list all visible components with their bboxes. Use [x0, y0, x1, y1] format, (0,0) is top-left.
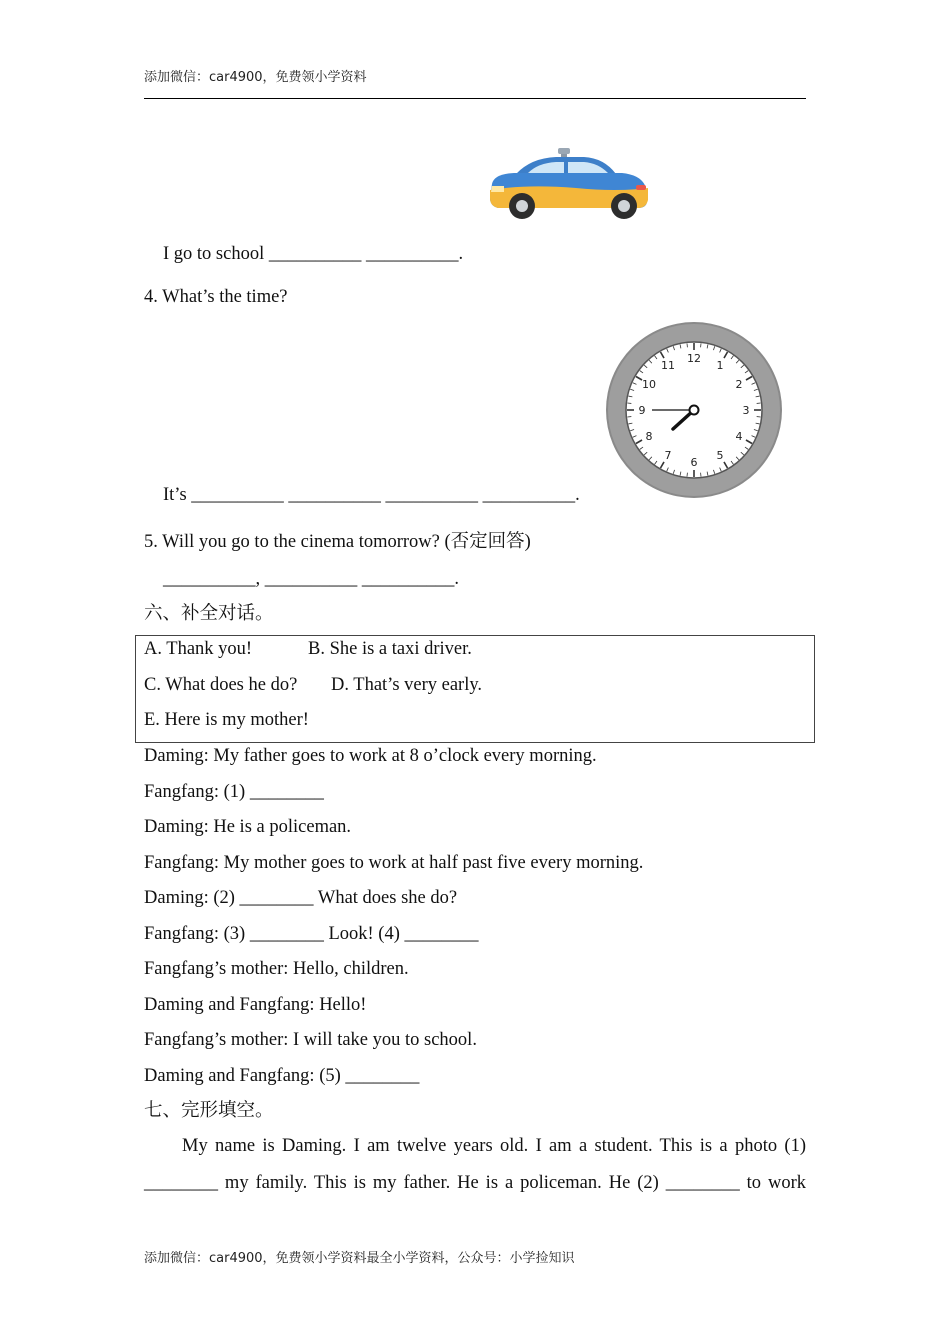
dialogue-line: Fangfang: (1) ________	[144, 782, 324, 802]
q4-answer: It’s __________ __________ __________ __________.	[163, 485, 580, 505]
clock-number: 9	[638, 404, 646, 417]
dialogue-line: Daming and Fangfang: (5) ________	[144, 1066, 420, 1086]
dialogue-line: Daming: (2) ________ What does she do?	[144, 888, 458, 908]
dialogue-line: Fangfang: (3) ________ Look! (4) ________	[144, 924, 479, 944]
q3-sentence: I go to school __________ __________.	[163, 244, 464, 264]
cloze-line-1: My name is Daming. I am twelve years old. I am a student. This is a photo (1)	[182, 1136, 806, 1156]
option-e: E. Here is my mother!	[144, 710, 309, 730]
clock-number: 5	[716, 449, 724, 463]
page-footer: 添加微信：car4900，免费领小学资料最全小学资料，公众号：小学捡知识	[144, 1251, 575, 1266]
clock-number: 3	[742, 404, 750, 417]
option-a: A. Thank you!	[144, 639, 253, 659]
clock-number: 11	[661, 358, 675, 372]
page-header: 添加微信：car4900，免费领小学资料	[144, 70, 367, 85]
dialogue-line: Fangfang: My mother goes to work at half past five every morning.	[144, 853, 644, 873]
clock-number: 1	[716, 358, 724, 372]
dialogue-line: Daming and Fangfang: Hello!	[144, 995, 367, 1015]
clock-center	[690, 406, 699, 415]
clock-number: 8	[645, 430, 653, 443]
clock-number: 12	[687, 352, 701, 365]
q4-question: 4. What’s the time?	[144, 287, 288, 307]
section6-title: 六、补全对话。	[144, 604, 274, 624]
clock-number: 6	[690, 456, 698, 469]
section7-title: 七、完形填空。	[144, 1101, 274, 1121]
header-rule	[144, 98, 806, 99]
q5-question: 5. Will you go to the cinema tomorrow? (否定回答)	[144, 532, 531, 552]
clock-number: 7	[664, 449, 672, 463]
option-b: B. She is a taxi driver.	[308, 639, 472, 659]
option-c: C. What does he do?	[144, 675, 298, 695]
clock-number: 2	[735, 378, 743, 391]
clock-number: 10	[641, 378, 656, 391]
cloze-line-2: ________ my family. This is my father. He is a policeman. He (2) ________ to work	[144, 1173, 806, 1193]
dialogue-line: Daming: My father goes to work at 8 o’clock every morning.	[144, 746, 597, 766]
dialogue-line: Daming: He is a policeman.	[144, 817, 352, 837]
option-d: D. That’s very early.	[331, 675, 483, 695]
q5-answer: __________, __________ __________.	[163, 569, 459, 589]
dialogue-line: Fangfang’s mother: I will take you to school.	[144, 1030, 477, 1050]
clock-number: 4	[735, 430, 743, 443]
taxi-image	[486, 144, 652, 222]
dialogue-line: Fangfang’s mother: Hello, children.	[144, 959, 409, 979]
clock-image	[604, 321, 784, 501]
